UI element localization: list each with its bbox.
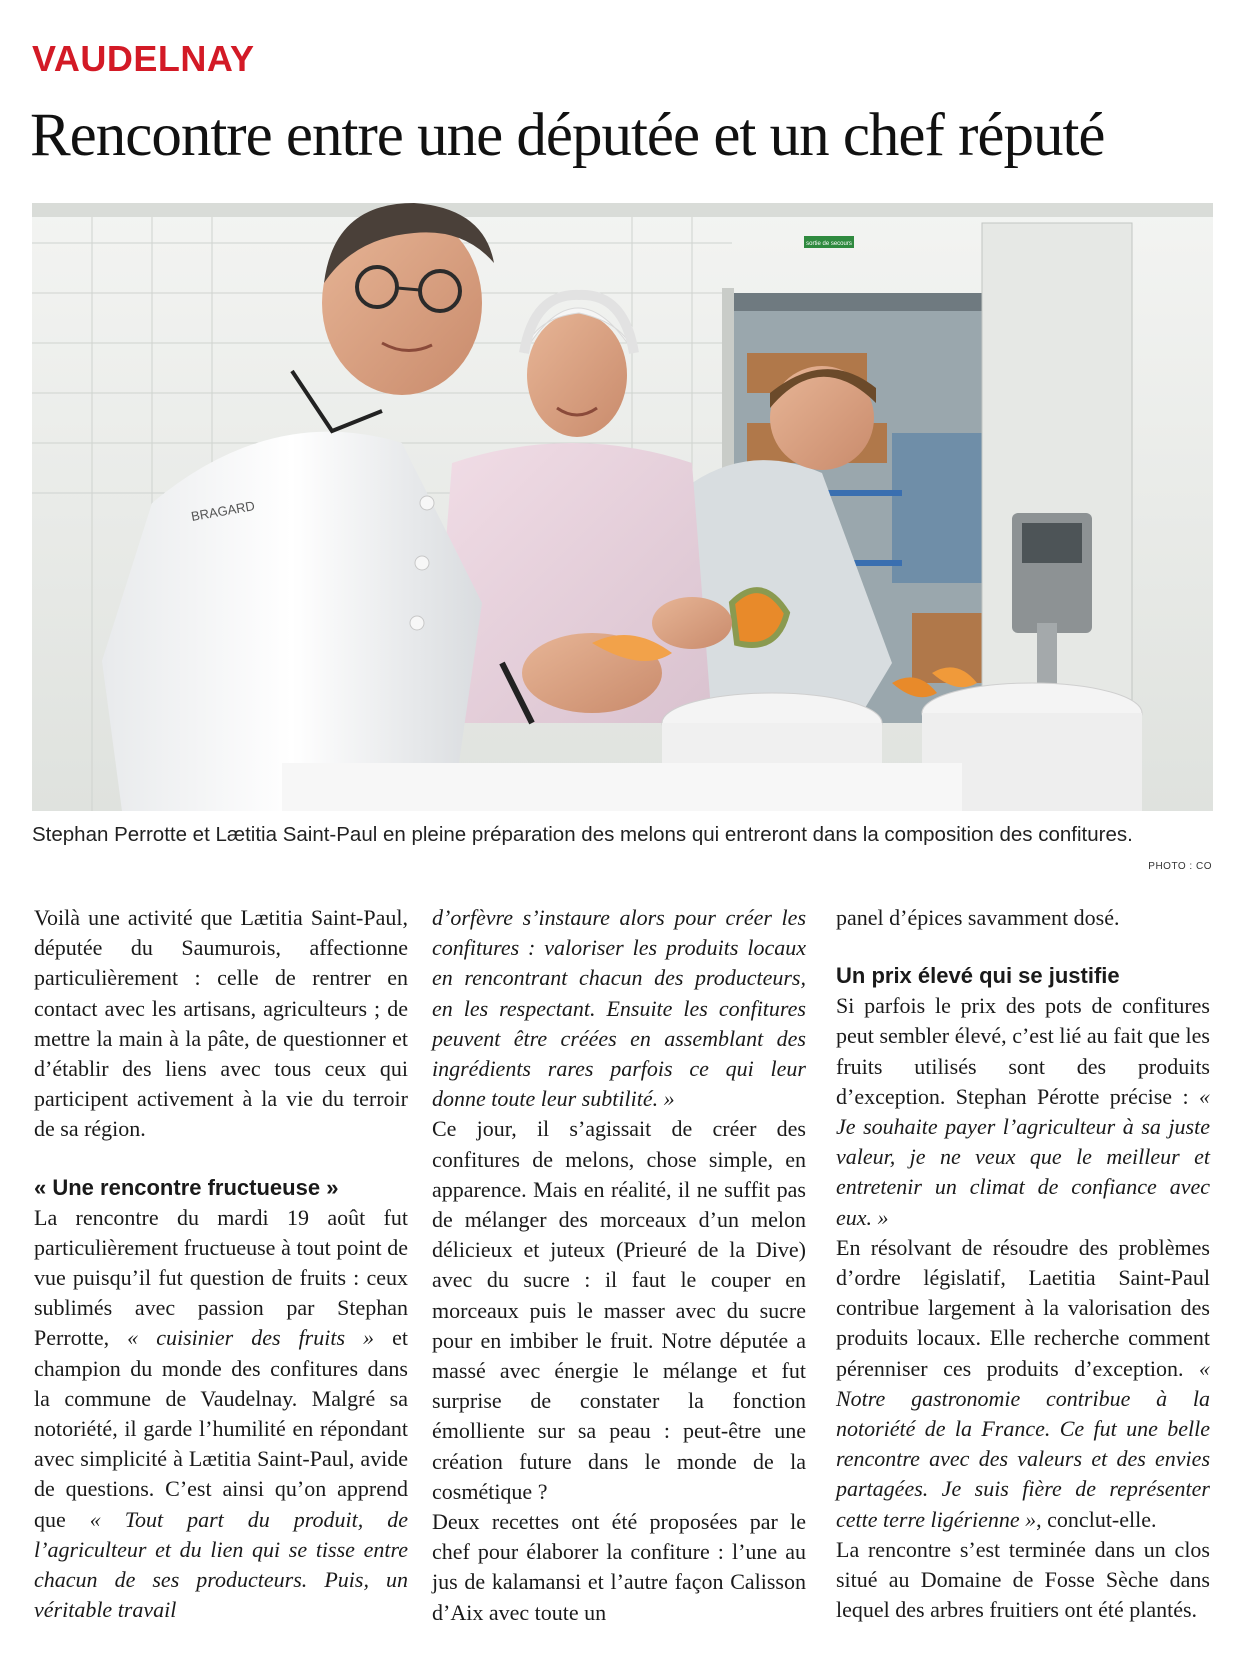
- text-run: et champion du monde des confitures dans la commune de Vaudelnay. Malgré sa notoriété, il garde l’humilité en répondant avec simplicité à Lætitia Saint-Paul, avide de questions. C’est ainsi qu’on apprend que: [34, 1325, 408, 1532]
- paragraph: La rencontre s’est terminée dans un clos situé au Domaine de Fosse Sèche dans lequel des arbres fruitiers ont été plantés.: [836, 1536, 1210, 1623]
- article-column-1: [34, 903, 408, 1625]
- article-column-2: [432, 903, 806, 1628]
- text-run: , conclut-elle.: [1036, 1506, 1157, 1532]
- headline: Rencontre entre une députée et un chef réputé: [30, 102, 1105, 169]
- exit-sign-text: sortie de secours: [806, 241, 852, 247]
- apron-brand-text: BRAGARD: [189, 498, 256, 524]
- paragraph: panel d’épices savamment dosé.: [836, 905, 1120, 930]
- paragraph: Ce jour, il s’agissait de créer des confitures de melons, chose simple, en apparence. Mais en réalité, il ne suffit pas de mélanger des morceaux d’un melon délicieux et juteux (Prieuré de la Dive) avec du sucre : il faut le couper en morceaux puis le masser avec du sucre pour en imbiber le fruit. Notre députée a massé avec énergie le mélange et fut surprise de constater la fonction émolliente sur sa peau : peut-être une création future dans le monde de la cosmétique ?: [432, 1116, 806, 1504]
- paragraph: [34, 1203, 408, 1626]
- quote-run: « Notre gastronomie contribue à la notoriété de la France. Ce fut une belle rencontre avec des valeurs et des envies partagées. Je suis fière de représenter cette terre ligérienne »: [836, 1355, 1210, 1532]
- quote-run: « cuisinier des fruits »: [127, 1325, 375, 1351]
- quote-run: « Je souhaite payer l’agriculteur à sa juste valeur, je ne veux que le meilleur et entretenir un climat de confiance avec eux. »: [836, 1083, 1210, 1230]
- paragraph: [836, 991, 1210, 1233]
- subheading: Un prix élevé qui se justifie: [836, 963, 1120, 989]
- paragraph: [432, 903, 806, 1114]
- subheading: « Une rencontre fructueuse »: [34, 1174, 339, 1200]
- article-column-3: [836, 903, 1210, 1625]
- quote-run: « Tout part du produit, de l’agriculteur et du lien qui se tisse entre chacun de ses producteurs. Puis, un véritable travail: [34, 1506, 408, 1623]
- paragraph: Deux recettes ont été proposées par le chef pour élaborer la confiture : l’une au jus de kalamansi et l’autre façon Calisson d’Aix avec toute un: [432, 1509, 806, 1625]
- paragraph: [836, 1233, 1210, 1535]
- quote-run: d’orfèvre s’instaure alors pour créer les confitures : valoriser les produits locaux en rencontrant chacun des producteurs, en les respectant. Ensuite les confitures peuvent être créées en assemblant des ingrédients rares parfois ce qui leur donne toute leur subtilité. »: [432, 905, 806, 1112]
- paragraph: Voilà une activité que Lætitia Saint-Paul, députée du Saumurois, affectionne particulièrement : celle de rentrer en contact avec les artisans, agriculteurs ; de mettre la main à la pâte, de questionner et d’établir des liens avec tous ceux qui participent activement à la vie du terroir de sa région.: [34, 905, 408, 1142]
- article-photo: [32, 203, 1213, 811]
- section-kicker: VAUDELNAY: [32, 38, 255, 79]
- kitchen-scene-illustration: [32, 203, 1213, 811]
- text-run: La rencontre du mardi 19 août fut particulièrement fructueuse à tout point de vue puisqu’il fut question de fruits : ceux sublimés avec passion par Stephan Perrotte,: [34, 1204, 408, 1351]
- photo-credit: PHOTO : CO: [1148, 861, 1212, 872]
- text-run: En résolvant de résoudre des problèmes d’ordre législatif, Laetitia Saint-Paul contribue largement à la valorisation des produits locaux. Elle recherche comment pérenniser ces produits d’exception.: [836, 1234, 1210, 1381]
- photo-caption: Stephan Perrotte et Lætitia Saint-Paul en pleine préparation des melons qui entreront dans la composition des confitures.: [32, 823, 1133, 846]
- text-run: Si parfois le prix des pots de confitures peut sembler élevé, c’est lié au fait que les fruits utilisés sont des produits d’exception. Stephan Pérotte précise :: [836, 993, 1210, 1109]
